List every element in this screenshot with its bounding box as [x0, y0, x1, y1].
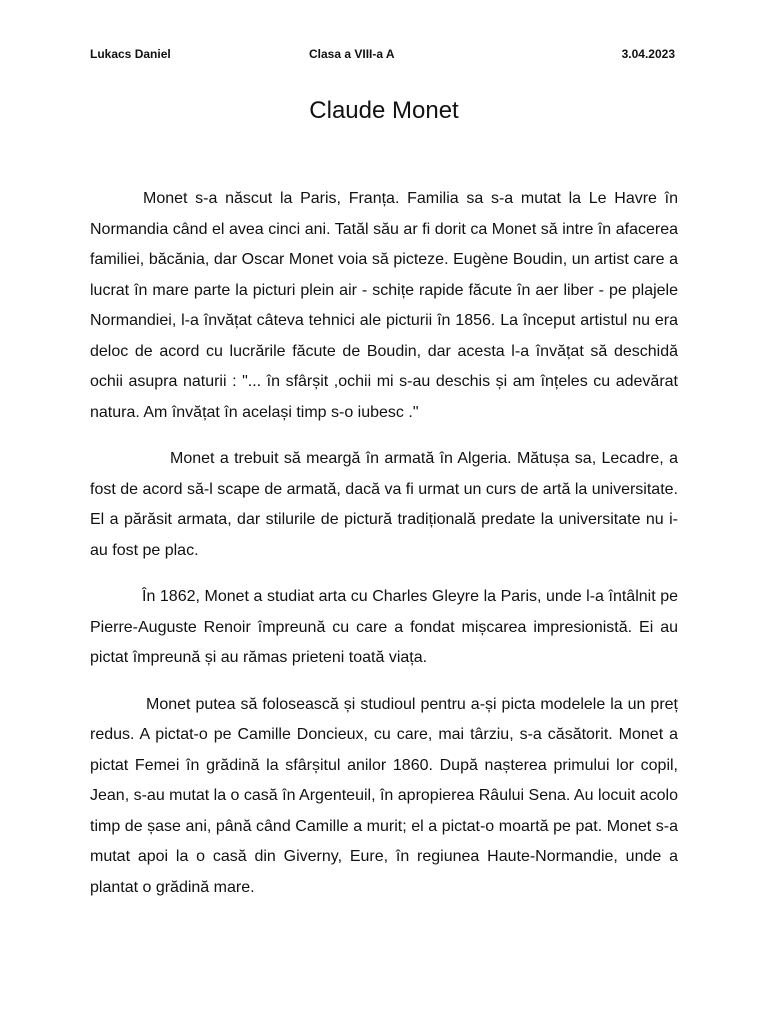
paragraph-2: Monet a trebuit să meargă în armată în Algeria. Mătușa sa, Lecadre, a fost de acord să-l scape de armată, dacă va fi urmat un curs de artă la universitate. El a părăsit armata, dar stilurile de pictură tradițională predate la universitate nu i-au fost pe plac. — [90, 450, 678, 559]
document-title: Claude Monet — [309, 97, 459, 124]
header-author: Lukacs Daniel — [90, 47, 171, 61]
header-class: Clasa a VIII-a A — [309, 47, 395, 61]
paragraph-1: Monet s-a născut la Paris, Franța. Familia sa s-a mutat la Le Havre în Normandia când el avea cinci ani. Tatăl său ar fi dorit ca Monet să intre în afacerea familiei, băcănia, dar Oscar Monet voia să picteze. Eugène Boudin, un artist care a lucrat în mare parte la picturi plein air - schițe rapide făcute în aer liber - pe plajele Normandiei, l-a învățat câteva tehnici ale picturii în 1856. La început artistul nu era deloc de acord cu lucrările făcute de Boudin, dar acesta l-a învățat să deschidă ochii asupra naturii : "... în sfârșit ,ochii mi s-au deschis și am înțeles cu adevărat natura. Am învățat în același timp s-o iubesc ." — [90, 190, 678, 421]
header-date: 3.04.2023 — [621, 47, 675, 61]
paragraph-4: Monet putea să folosească și studioul pentru a-și picta modelele la un preț redus. A pictat-o pe Camille Doncieux, cu care, mai târziu, s-a căsătorit. Monet a pictat Femei în grădină la sfârșitul anilor 1860. După nașterea primului lor copil, Jean, s-au mutat la o casă în Argenteuil, în apropierea Râului Sena. Au locuit acolo timp de șase ani, până când Camille a murit; el a pictat-o moartă pe pat. Monet s-a mutat apoi la o casă din Giverny, Eure, în regiunea Haute-Normandie, unde a plantat o grădină mare. — [90, 695, 678, 896]
document-body — [90, 184, 678, 919]
paragraph-3: În 1862, Monet a studiat arta cu Charles Gleyre la Paris, unde l-a întâlnit pe Pierre-Auguste Renoir împreună cu care a fondat mișcarea impresionistă. Ei au pictat împreună și au rămas prieteni toată viața. — [90, 588, 678, 666]
page-header — [90, 47, 675, 65]
